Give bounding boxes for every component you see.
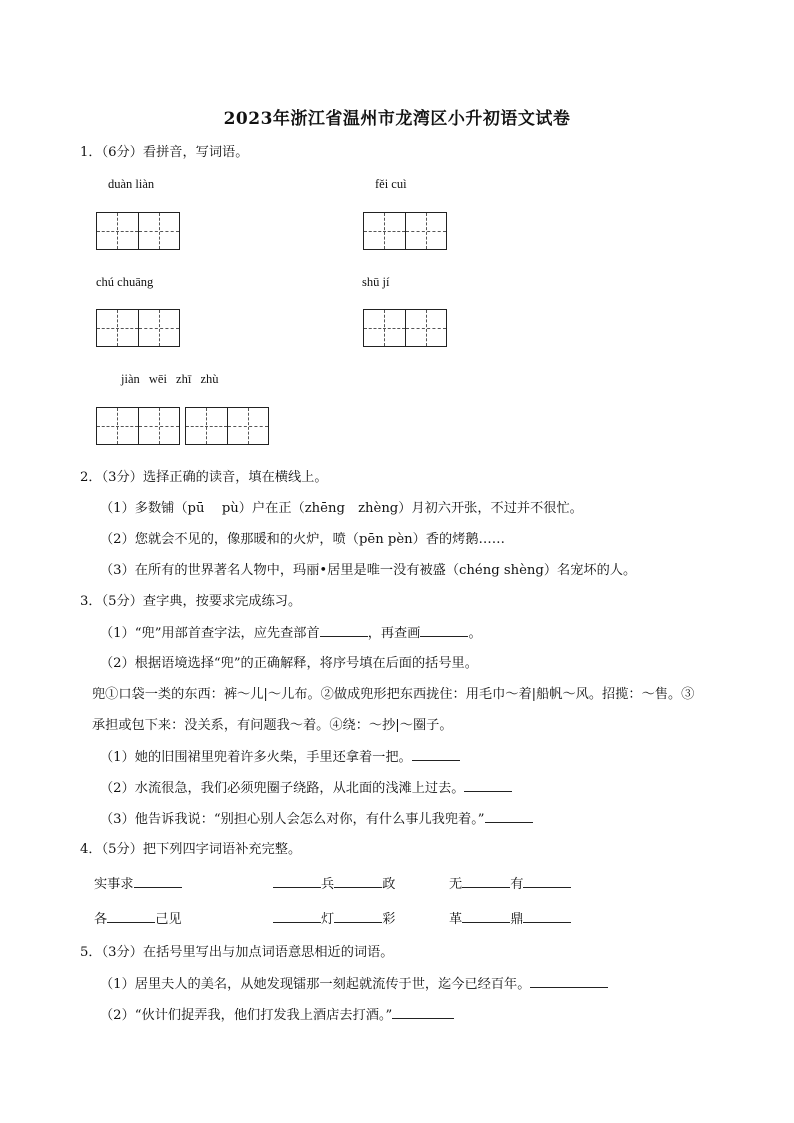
q1-stem: 1．（6分）看拼音，写词语。 [80,145,249,160]
q2-item-1: （1）多数铺（pū pù）户在正（zhēng zhèng）月初六开张，不过并不很忙。 [100,501,583,516]
q3-definition-line-1: 兜①口袋一类的东西：裤～儿|～儿布。②做成兜形把东西拢住：用毛巾～着|船帆～风。招揽：～售。③ [92,687,695,702]
q4-idiom-5-char-2: 彩 [382,912,396,927]
q1-answer-box-3[interactable] [96,309,180,347]
q2-stem: 2．（3分）选择正确的读音，填在横线上。 [80,470,328,485]
q4-idiom-4 [94,910,182,929]
q4-idiom-6-char-2: 鼎 [510,912,524,927]
q1-answer-box-2[interactable] [363,212,447,250]
q1-pinyin-5: jiàn wēi zhī zhù [121,372,219,386]
q4-idiom-2-blank-2[interactable] [334,875,382,888]
q4-idiom-4-char-1: 各 [94,912,108,927]
q4-idiom-4-char-2: 己见 [155,912,182,927]
q4-idiom-2-char-2: 政 [382,877,396,892]
q4-stem: 4．（5分）把下列四字词语补充完整。 [80,842,302,857]
q1-answer-box-5b[interactable] [185,407,269,445]
q3-part-1-mid: ，再查画 [367,626,421,641]
page-title: 2023年浙江省温州市龙湾区小升初语文试卷 [223,109,571,129]
q4-idiom-3-blank-1[interactable] [462,875,510,888]
q4-idiom-5-blank-2[interactable] [334,910,382,923]
q4-idiom-5-blank-1[interactable] [273,910,321,923]
q3-sentence-1-blank[interactable] [412,748,460,761]
q2-item-2: （2）您就会不见的，像那暖和的火炉，喷（pēn pèn）香的烤鹅…… [100,532,505,547]
q5-item-2-text: （2）“伙计们捉弄我，他们打发我上酒店去打酒。” [100,1008,393,1023]
q3-part-1-text: （1）“兜”用部首查字法，应先查部首 [100,626,320,641]
q4-idiom-2-char-1: 兵 [321,877,335,892]
q4-idiom-2 [273,875,395,894]
q4-idiom-5 [273,910,395,929]
q4-idiom-1-text: 实事求 [94,877,134,892]
q3-sentence-1-text: （1）她的旧围裙里兜着许多火柴，手里还拿着一把。 [100,750,412,765]
q4-idiom-3-blank-2[interactable] [523,875,571,888]
q3-stroke-blank[interactable] [420,624,468,637]
q5-item-2 [100,1006,454,1025]
q4-idiom-3 [449,875,571,894]
q5-item-1-blank[interactable] [530,975,608,988]
q5-item-1-text: （1）居里夫人的美名，从她发现镭那一刻起就流传于世，迄今已经百年。 [100,977,531,992]
q3-sentence-3-blank[interactable] [485,810,533,823]
q1-answer-box-1[interactable] [96,212,180,250]
q4-idiom-4-blank[interactable] [107,910,155,923]
q5-item-2-blank[interactable] [392,1006,454,1019]
q3-sentence-2-text: （2）水流很急，我们必须兜圈子绕路，从北面的浅滩上过去。 [100,781,465,796]
q4-idiom-3-char-2: 有 [510,877,524,892]
q1-answer-box-4[interactable] [363,309,447,347]
q4-idiom-1 [94,875,182,894]
q3-definition-line-2: 承担或包下来：没关系，有问题我～着。④绕：～抄|～圈子。 [92,718,453,733]
q4-idiom-1-blank[interactable] [134,875,182,888]
q1-pinyin-3: chú chuāng [96,275,154,289]
q3-radical-blank[interactable] [320,624,368,637]
q1-pinyin-2: fěi cuì [375,177,407,191]
q3-part-2: （2）根据语境选择“兜”的正确解释，将序号填在后面的括号里。 [100,656,478,671]
q4-idiom-6-char-1: 革 [449,912,463,927]
q4-idiom-6-blank-2[interactable] [523,910,571,923]
q1-pinyin-4: shū jí [362,275,390,289]
q4-idiom-6 [449,910,571,929]
q2-item-3: （3）在所有的世界著名人物中，玛丽•居里是唯一没有被盛（chéng shèng）名宠坏的人。 [100,563,637,578]
q4-idiom-5-char-1: 灯 [321,912,335,927]
q3-stem: 3．（5分）查字典，按要求完成练习。 [80,594,302,609]
q4-idiom-2-blank-1[interactable] [273,875,321,888]
q4-idiom-6-blank-1[interactable] [462,910,510,923]
q5-stem: 5．（3分）在括号里写出与加点词语意思相近的词语。 [80,945,394,960]
q3-sentence-3-text: （3）他告诉我说：“别担心别人会怎么对你，有什么事儿我兜着。” [100,812,485,827]
q3-sentence-3 [100,810,533,829]
q5-item-1 [100,975,608,994]
q1-answer-box-5a[interactable] [96,407,180,445]
q3-part-1-end: 。 [468,626,482,641]
q4-idiom-3-char-1: 无 [449,877,463,892]
q3-sentence-2 [100,779,512,798]
q3-sentence-2-blank[interactable] [464,779,512,792]
q3-part-1 [100,624,482,643]
q3-sentence-1 [100,748,460,767]
q1-pinyin-1: duàn liàn [108,177,155,191]
